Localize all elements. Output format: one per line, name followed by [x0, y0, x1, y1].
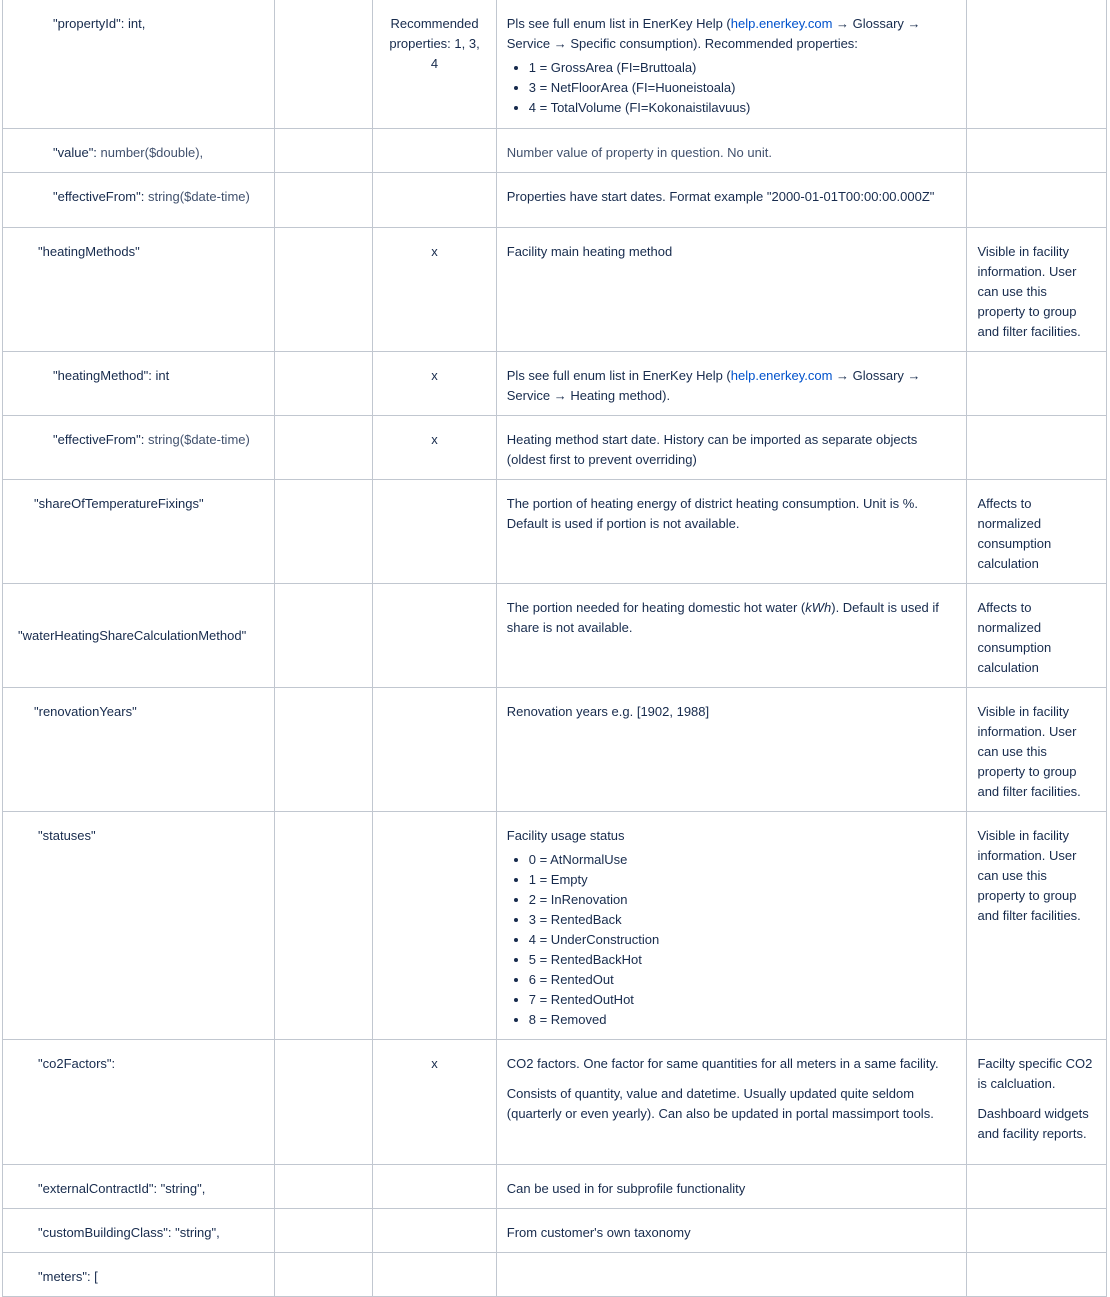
- usage-note: Facilty specific CO2 is calcluation. Dashboard widgets and facility reports.: [977, 1056, 1093, 1141]
- help-link[interactable]: help.enerkey.com: [730, 368, 833, 383]
- field-name: "shareOfTemperatureFixings": [34, 496, 204, 511]
- field-name: "statuses": [38, 828, 96, 843]
- enum-list: [507, 850, 957, 1030]
- api-field-table: [2, 0, 1107, 1297]
- required-mark: x: [431, 1056, 438, 1071]
- field-name: "propertyId": int,: [53, 16, 146, 31]
- description: From customer's own taxonomy: [506, 1225, 691, 1240]
- list-item: • 4 = UnderConstruction: [529, 930, 957, 950]
- table-row: [3, 0, 1107, 129]
- help-link[interactable]: help.enerkey.com: [730, 16, 833, 31]
- required-mark: x: [431, 244, 438, 259]
- field-name: "renovationYears": [34, 704, 137, 719]
- field-name: "effectiveFrom": string($date-time): [53, 189, 250, 204]
- table-row: [3, 352, 1107, 416]
- usage-note: Visible in facility information. User can use this property to group and filter facilities.: [977, 704, 1081, 799]
- table-row: [3, 812, 1107, 1040]
- description: Pls see full enum list in EnerKey Help (help.enerkey.com → Glossary → Service → Specific consumption). Recommended properties: • 1 = GrossArea (FI=Bruttoala) • 3 = NetFloorArea (FI=Huoneistoala) • 4 = TotalVolume (FI=Kokonaistilavuus): [497, 0, 967, 127]
- list-item: • 6 = RentedOut: [529, 970, 957, 990]
- field-name: "heatingMethods": [38, 244, 140, 259]
- usage-note: Visible in facility information. User can use this property to group and filter facilities.: [977, 244, 1081, 339]
- description: Facility usage status • 0 = AtNormalUse • 1 = Empty • 2 = InRenovation • 3 = RentedBack • 4 = UnderConstruction • 5 = RentedBackHot • 6 = RentedOut • 7 = RentedOutHot • 8 = Removed: [497, 812, 967, 1039]
- list-item: • 4 = TotalVolume (FI=Kokonaistilavuus): [529, 98, 957, 118]
- list-item: • 8 = Removed: [529, 1010, 957, 1030]
- field-name: "waterHeatingShareCalculationMethod": [18, 627, 247, 643]
- description: The portion needed for heating domestic hot water (kWh). Default is used if share is not available.: [506, 600, 939, 635]
- field-name: "meters": [: [38, 1269, 98, 1284]
- description: Heating method start date. History can be imported as separate objects (oldest first to prevent overriding): [506, 432, 918, 467]
- table-row: [3, 480, 1107, 584]
- usage-note: Visible in facility information. User can use this property to group and filter facilities.: [977, 828, 1081, 923]
- description: Number value of property in question. No unit.: [506, 145, 772, 160]
- table-row: [3, 416, 1107, 480]
- description: Renovation years e.g. [1902, 1988]: [506, 704, 710, 719]
- field-name: "heatingMethod": int: [53, 368, 170, 383]
- table-row: [3, 1253, 1107, 1297]
- required-mark: x: [431, 432, 438, 447]
- list-item: • 1 = Empty: [529, 870, 957, 890]
- list-item: • 3 = RentedBack: [529, 910, 957, 930]
- description: CO2 factors. One factor for same quantities for all meters in a same facility. Consists of quantity, value and datetime. Usually updated quite seldom (quarterly or even yearly). Can also be updated in portal massimport tools.: [506, 1056, 939, 1121]
- description: Properties have start dates. Format example "2000-01-01T00:00:00.000Z": [506, 189, 935, 204]
- table-row: [3, 129, 1107, 173]
- field-name: "effectiveFrom": string($date-time): [53, 432, 250, 447]
- table-row: [3, 584, 1107, 688]
- usage-note: Affects to normalized consumption calculation: [977, 600, 1052, 675]
- table-row: [3, 173, 1107, 228]
- table-row: [3, 1165, 1107, 1209]
- enum-list: [507, 58, 957, 118]
- table-row: [3, 688, 1107, 812]
- list-item: • 1 = GrossArea (FI=Bruttoala): [529, 58, 957, 78]
- table-row: [3, 1209, 1107, 1253]
- list-item: • 3 = NetFloorArea (FI=Huoneistoala): [529, 78, 957, 98]
- usage-note: Affects to normalized consumption calculation: [977, 496, 1052, 571]
- field-name: "externalContractId": "string",: [38, 1181, 206, 1196]
- required-mark: x: [431, 368, 438, 383]
- list-item: • 5 = RentedBackHot: [529, 950, 957, 970]
- description: The portion of heating energy of district heating consumption. Unit is %. Default is used if portion is not available.: [506, 496, 918, 531]
- table-row: [3, 228, 1107, 352]
- recommended-note: Recommended properties: 1, 3, 4: [389, 16, 480, 71]
- description: Facility main heating method: [506, 244, 673, 259]
- field-name: "customBuildingClass": "string",: [38, 1225, 220, 1240]
- table-row: [3, 1040, 1107, 1165]
- list-item: • 0 = AtNormalUse: [529, 850, 957, 870]
- field-name: "co2Factors":: [38, 1056, 116, 1071]
- field-name: "value": number($double),: [53, 145, 204, 160]
- list-item: • 2 = InRenovation: [529, 890, 957, 910]
- list-item: • 7 = RentedOutHot: [529, 990, 957, 1010]
- description: Pls see full enum list in EnerKey Help (help.enerkey.com → Glossary → Service → Heating method).: [506, 368, 921, 403]
- description: Can be used in for subprofile functionality: [506, 1181, 746, 1196]
